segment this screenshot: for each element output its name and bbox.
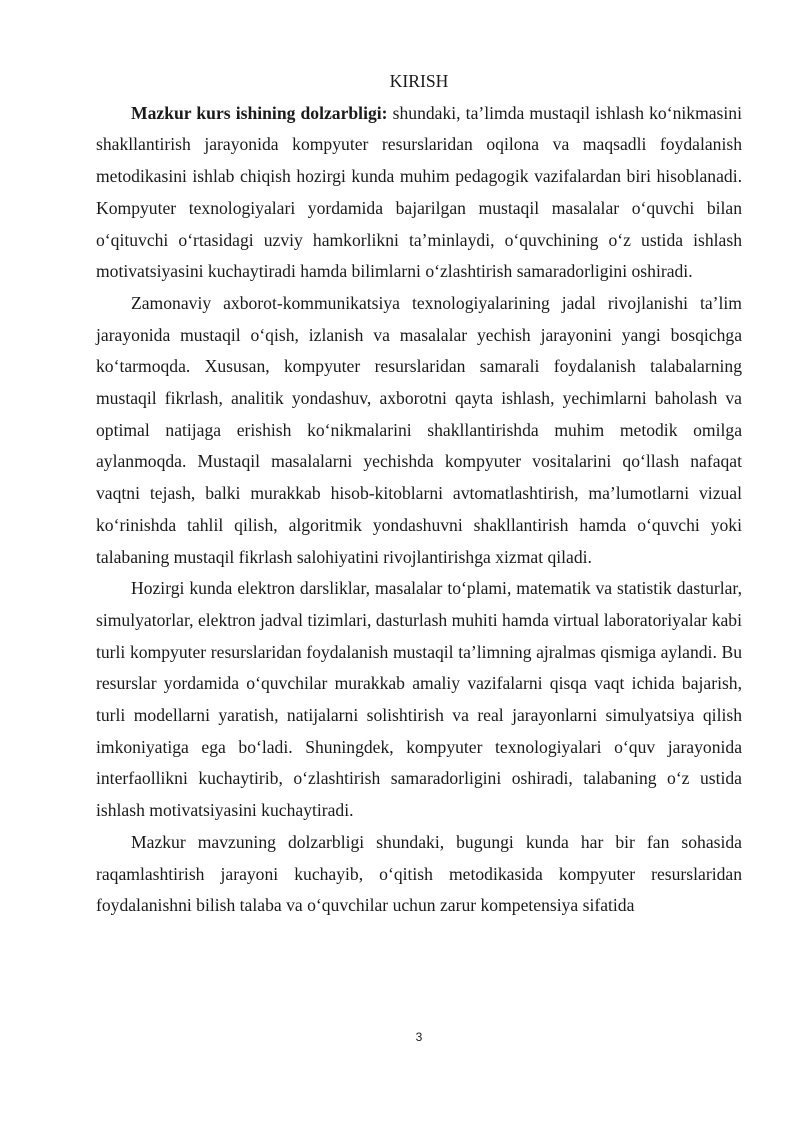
paragraph-ict-development [96,288,742,573]
paragraph-lead-bold: Mazkur kurs ishining dolzarbligi: [131,102,388,123]
paragraph-text: shundaki, ta’limda mustaqil ishlash ko‘nikmasini shakllantirish jarayonida kompyuter resurslaridan oqilona va maqsadli foydalanish metodikasini ishlab chiqish hozirgi kunda muhim pedagogik vazifalardan biri hisoblanadi. Kompyuter texnologiyalari yordamida bajarilgan mustaqil masalalar o‘quvchi bilan o‘qituvchi o‘rtasidagi uzviy hamkorlikni ta’minlaydi, o‘quvchining o‘z ustida ishlash motivatsiyasini kuchaytiradi hamda bilimlarni o‘zlashtirish samaradorligini oshiradi. [96,102,742,282]
document-page [96,66,742,922]
paragraph-text: Hozirgi kunda elektron darsliklar, masalalar to‘plami, matematik va statistik dasturlar, simulyatorlar, elektron jadval tizimlari, dasturlash muhiti hamda virtual laboratoriyalar kabi turli kompyuter resurslaridan foydalanish mustaqil ta’limning ajralmas qismiga aylandi. Bu resurslar yordamida o‘quvchilar murakkab amaliy vazifalarni qisqa vaqt ichida bajarish, turli modellarni yaratish, natijalarni solishtirish va real jarayonlarni simulyatsiya qilish imkoniyatiga ega bo‘ladi. Shuningdek, kompyuter texnologiyalari o‘quv jarayonida interfaollikni kuchaytirib, o‘zlashtirish samaradorligini oshiradi, talabaning o‘z ustida ishlash motivatsiyasini kuchaytiradi. [96,578,742,821]
paragraph-topic-relevance [96,827,742,922]
paragraph-text: Mazkur mavzuning dolzarbligi shundaki, bugungi kunda har bir fan sohasida raqamlashtirish jarayoni kuchayib, o‘qitish metodikasida kompyuter resurslaridan foydalanishni bilish talaba va o‘quvchilar uchun zarur kompetensiya sifatida [96,831,742,916]
section-heading: KIRISH [389,71,449,91]
paragraph-text: Zamonaviy axborot-kommunikatsiya texnologiyalarining jadal rivojlanishi ta’lim jarayonida mustaqil o‘qish, izlanish va masalalar yechish jarayonini yangi bosqichga ko‘tarmoqda. Xususan, kompyuter resurslaridan samarali foydalanish talabalarning mustaqil fikrlash, analitik yondashuv, axborotni qayta ishlash, yechimlarni baholash va optimal natijaga erishish ko‘nikmalarini shakllantirishda muhim metodik omilga aylanmoqda. Mustaqil masalalarni yechishda kompyuter vositalarini qo‘llash nafaqat vaqtni tejash, balki murakkab hisob-kitoblarni avtomatlashtirish, ma’lumotlarni vizual ko‘rinishda tahlil qilish, algoritmik yondashuvni shakllantirish hamda o‘quvchi yoki talabaning mustaqil fikrlash salohiyatini rivojlantirishga xizmat qiladi. [96,292,742,567]
page-number: 3 [415,1030,423,1044]
paragraph-electronic-resources [96,573,742,827]
paragraph-relevance [96,98,742,288]
